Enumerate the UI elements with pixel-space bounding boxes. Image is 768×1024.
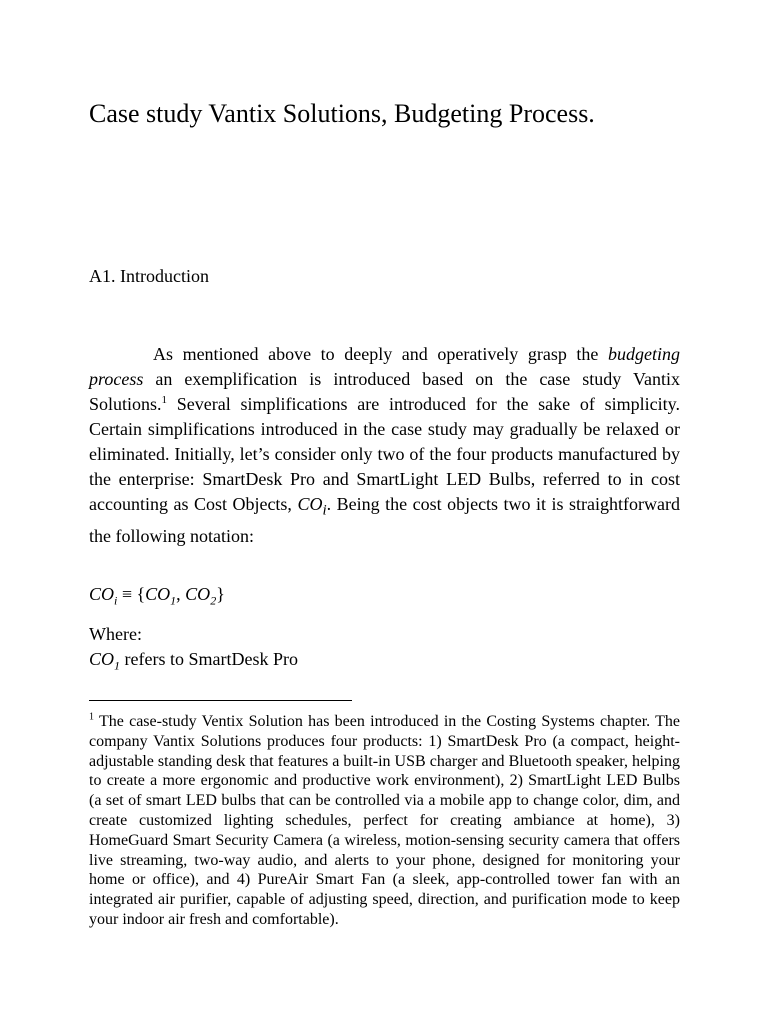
formula-lhs	[89, 584, 118, 608]
definition-text: refers to SmartDesk Pro	[120, 649, 298, 669]
intro-text-end: . Being the cost objects two it is straightforward the following notation:	[89, 494, 680, 546]
definition-line	[89, 647, 298, 672]
formula-separator: ,	[176, 584, 186, 604]
formula-item-1-sub: 1	[170, 593, 177, 608]
definition-symbol-base: CO	[89, 649, 115, 669]
definition-symbol-sub: 1	[114, 658, 121, 673]
intro-paragraph	[89, 342, 680, 549]
formula-item-2	[185, 584, 217, 608]
definition-symbol	[89, 649, 121, 673]
footnote-body: The case-study Ventix Solution has been introduced in the Costing Systems chapter. The company Vantix Solutions produces four products: 1) SmartDesk Pro (a compact, height-adjustable standing desk that features a built-in USB charger and Bluetooth speaker, helping to create a more ergonomic and productive work environment), 2) SmartLight LED Bulbs (a set of smart LED bulbs that can be controlled via a mobile app to change color, dim, and create customized lighting schedules, perfect for creating ambiance at home), 3) HomeGuard Smart Security Camera (a wireless, motion-sensing security camera that offers live streaming, two-way audio, and alerts to your phone, designed for monitoring your home or office), and 4) PureAir Smart Fan (a sleek, app-controlled tower fan with an integrated air purifier, capable of adjusting speed, direction, and purification mode to keep your indoor air fresh and comfortable).	[89, 713, 680, 928]
footnote-reference[interactable]: 1	[161, 394, 168, 406]
formula-item-1-base: CO	[145, 584, 171, 604]
formula-item-2-sub: 2	[210, 593, 217, 608]
cost-object-symbol-sub: i	[322, 502, 327, 519]
formula-lhs-base: CO	[89, 584, 115, 604]
page-title: Case study Vantix Solutions, Budgeting Process.	[89, 99, 595, 128]
footnote-text	[89, 712, 680, 930]
formula-equiv: ≡ {	[117, 584, 146, 604]
cost-object-symbol-base: CO	[297, 494, 323, 514]
formula-item-2-base: CO	[185, 584, 211, 604]
cost-object-symbol	[297, 494, 327, 519]
intro-text-mid: an exemplification is introduced based on the case study Vantix Solutions.	[89, 369, 680, 414]
section-heading: A1. Introduction	[89, 266, 209, 286]
formula-lhs-sub: i	[114, 593, 118, 608]
where-label: Where:	[89, 624, 142, 644]
intro-italic-term: budgeting process	[89, 344, 680, 389]
footnote-separator	[89, 700, 352, 701]
intro-text-start: As mentioned above to deeply and operatively grasp the	[153, 344, 608, 364]
intro-text-rest: Several simplifications are introduced for the sake of simplicity. Certain simplifications introduced in the case study may gradually be relaxed or eliminated. Initially, let’s consider only two of the four products manufactured by the enterprise: SmartDesk Pro and SmartLight LED Bulbs, referred to in cost accounting as Cost Objects,	[89, 394, 680, 514]
formula-item-1	[145, 584, 177, 608]
formula-close: }	[216, 584, 225, 604]
footnote-mark: 1	[89, 711, 94, 723]
notation-formula	[89, 582, 225, 607]
